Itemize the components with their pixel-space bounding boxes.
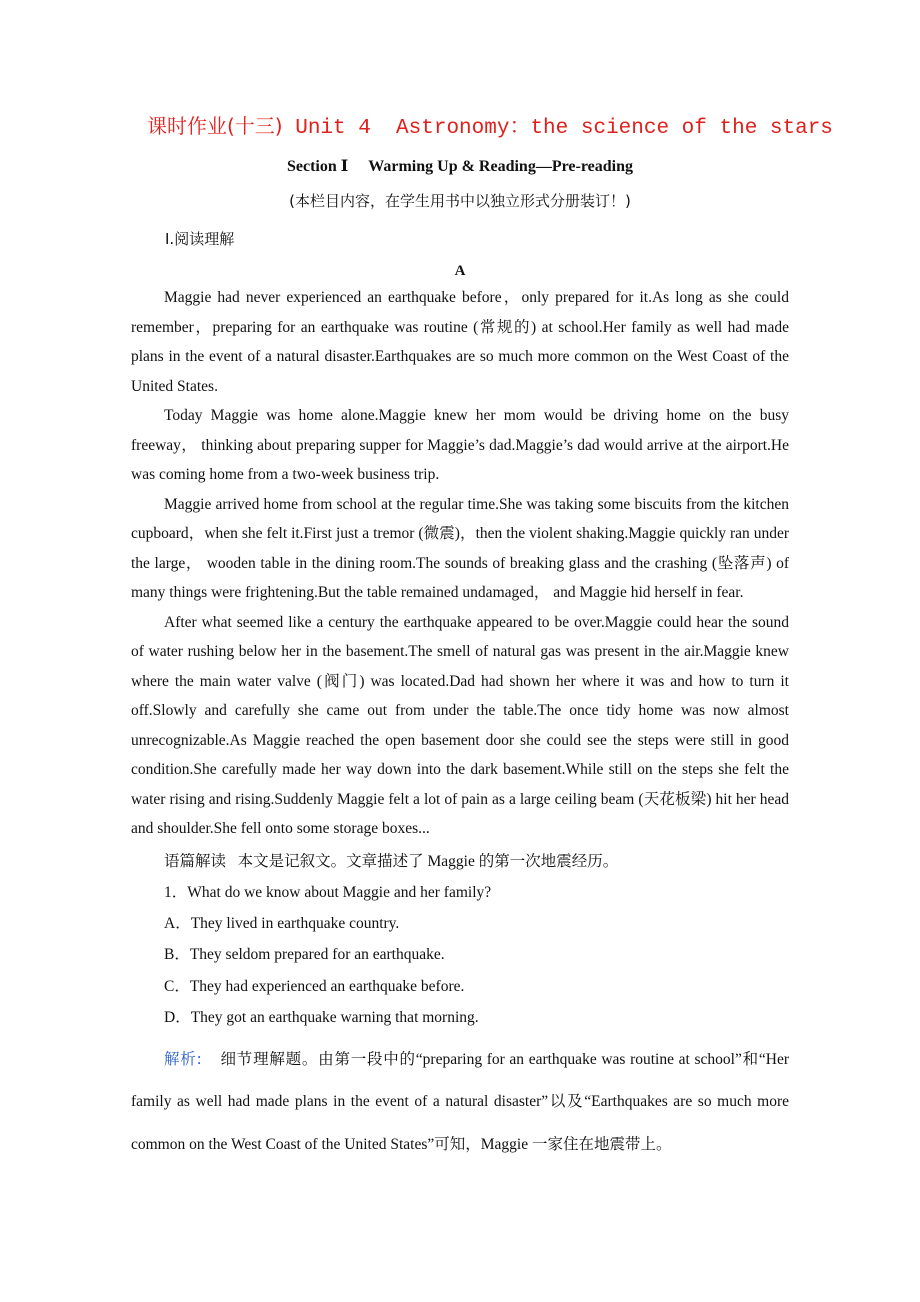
passage-paragraph: After what seemed like a century the earthquake appeared to be over.Maggie could hear the sound of water rushing below her in the basement.The smell of natural gas was present in the air.Maggie knew where the main water valve (阀门) was located.Dad had shown her where it was and how to turn it off.Slowly and carefully she came out from under the table.The once tidy home was now almost unrecognizable.As Maggie reached the open basement door she could see the steps were still in good condition.She carefully made her way down into the dark basement.While still on the steps she felt the water rising and rising.Suddenly Maggie felt a lot of pain as a large ceiling beam (天花板梁) hit her head and shoulder.She fell onto some storage boxes... [131, 613, 789, 837]
passage-paragraph: Today Maggie was home alone.Maggie knew her mom would be driving home on the busy freeway， thinking about preparing supper for Maggie’s dad.Maggie’s dad would arrive at the airport.He was coming home from a two-week business trip. [131, 407, 789, 483]
option-b: B．They seldom prepared for an earthquake. [164, 946, 445, 963]
analysis-text: 本文是记叙文。文章描述了 Maggie 的第一次地震经历。 [237, 852, 619, 870]
question-stem: 1．What do we know about Maggie and her family? [164, 883, 492, 901]
passage-label: A [454, 263, 466, 279]
binding-note: (本栏目内容，在学生用书中以独立形式分册装订！) [289, 192, 631, 210]
section-label: Section Ⅰ [286, 158, 349, 175]
option-c: C．They had experienced an earthquake before. [164, 977, 465, 995]
part-heading: Ⅰ.阅读理解 [165, 230, 235, 248]
explanation-text: 细节理解题。由第一段中的“preparing for an earthquake was routine at school”和“Her family as well had made plans in the event of a natural disaster”以及“Earthquakes are so much more common on the West Coast of the United States”可知，Maggie 一家住在地震带上。 [131, 1050, 789, 1153]
passage [131, 283, 789, 844]
section-heading [131, 157, 789, 177]
page-title [147, 108, 833, 147]
answer-explanation [131, 1038, 789, 1167]
title-en: Unit 4 Astronomy：the science of the stars [295, 117, 833, 140]
explanation-label: 解析: [164, 1049, 202, 1068]
passage-paragraph: Maggie had never experienced an earthquake before，only prepared for it.As long as she could remember，preparing for an earthquake was routine (常规的) at school.Her family as well had made plans in the event of a natural disaster.Earthquakes are so much more common on the West Coast of the United States. [131, 289, 789, 395]
option-a: A．They lived in earthquake country. [164, 914, 400, 932]
analysis-label: 语篇解读 [164, 851, 227, 870]
option-d: D．They got an earthquake warning that morning. [164, 1009, 479, 1026]
passage-paragraph: Maggie arrived home from school at the regular time.She was taking some biscuits from the kitchen cupboard，when she felt it.First just a tremor (微震)，then the violent shaking.Maggie quickly ran under the large， wooden table in the dining room.The sounds of breaking glass and the crashing (坠落声) of many things were frightening.But the table remained undamaged， and Maggie hid herself in fear. [131, 495, 789, 601]
title-cn: 课时作业(十三) [147, 114, 283, 138]
section-title: Warming Up & Reading—Pre-reading [368, 158, 633, 175]
passage-analysis [131, 846, 789, 877]
worksheet-page [131, 108, 833, 1166]
